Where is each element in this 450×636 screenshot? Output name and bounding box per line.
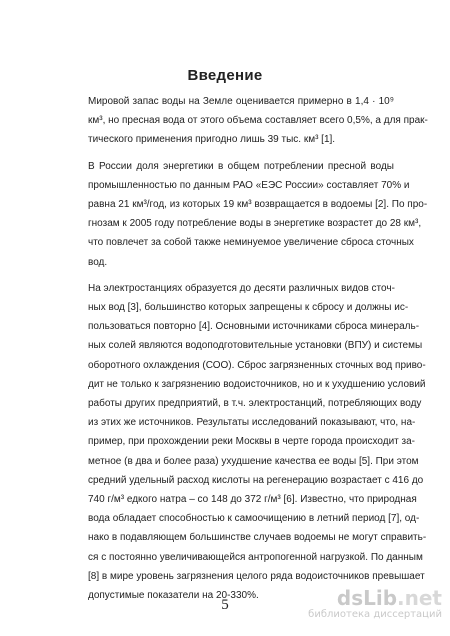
watermark-tagline: библиотека диссертаций (308, 609, 442, 620)
page-number: 5 (221, 597, 229, 613)
text-line: км³, но пресная вода от этого объема составляет всего 0,5%, а для прак- (88, 115, 428, 127)
text-line: пример, при прохождении реки Москвы в черте города происходит за- (88, 436, 415, 448)
text-line: работы других предприятий, в т.ч. электростанций, потребляющих воду (88, 398, 422, 410)
watermark-logo (292, 588, 442, 621)
text-line: нако в подавляющем большинстве случаев водоемы не могут справить- (88, 532, 427, 544)
text-line: вода обладает способностью к самоочищению в летний период [7], од- (88, 513, 420, 525)
text-line: что повлечет за собой также неминуемое увеличение сброса сточных (88, 237, 414, 249)
text-line: равна 21 км³/год, из которых 19 км³ возвращается в водоемы [2]. По про- (88, 199, 428, 211)
text-line: из этих же источников. Результаты исследований показывают, что, на- (88, 417, 416, 429)
text-line: метное (в два и более раза) ухудшение качества ее воды [5]. При этом (88, 455, 419, 467)
watermark-brand: dsLib (336, 586, 398, 610)
watermark-tld: .net (397, 586, 442, 610)
text-line: [8] в мире уровень загрязнения целого ряда водоисточников превышает (88, 570, 425, 582)
text-line: В России доля энергетики в общем потреблении пресной воды (88, 160, 394, 172)
text-line: средний удельный расход кислоты на регенерацию возрастает с 416 до (88, 474, 424, 486)
text-line: вод. (88, 256, 108, 268)
page-title: Введение (187, 67, 263, 84)
text-line: На электростанциях образуется до десяти различных видов сточ- (88, 282, 395, 294)
text-line: тического применения пригодно лишь 39 тыс. км³ [1]. (88, 134, 336, 146)
paragraph (64, 157, 428, 272)
text-line: ся с постоянно увеличивающейся антропогенной нагрузкой. По данным (88, 551, 423, 563)
text-line: допустимые показатели на 20-330%. (88, 590, 259, 602)
text-line: оборотного охлаждения (СОО). Сброс загрязненных сточных вод приво- (88, 359, 426, 371)
text-line: Мировой запас воды на Земле оценивается примерно в 1,4 · 10⁹ (88, 96, 394, 107)
text-line: пользоваться повторно [4]. Основными источниками сброса минераль- (88, 321, 420, 333)
text-line: 740 г/м³ едкого натра – со 148 до 372 г/м³ [6]. Известно, что природная (88, 494, 417, 506)
paragraph (64, 92, 428, 150)
text-line: ных вод [3], большинство которых запрещены к сбросу и должны ис- (88, 302, 409, 314)
text-line: ных солей являются водоподготовительные установки (ВПУ) и системы (88, 340, 423, 352)
text-line: промышленностью по данным РАО «ЕЭС России» составляет 70% и (88, 179, 410, 191)
text-line: гнозам к 2005 году потребление воды в энергетике возрастет до 28 км³, (88, 218, 422, 230)
text-line: дит не только к загрязнению водоисточников, но и к ухудшению условий (88, 378, 426, 390)
